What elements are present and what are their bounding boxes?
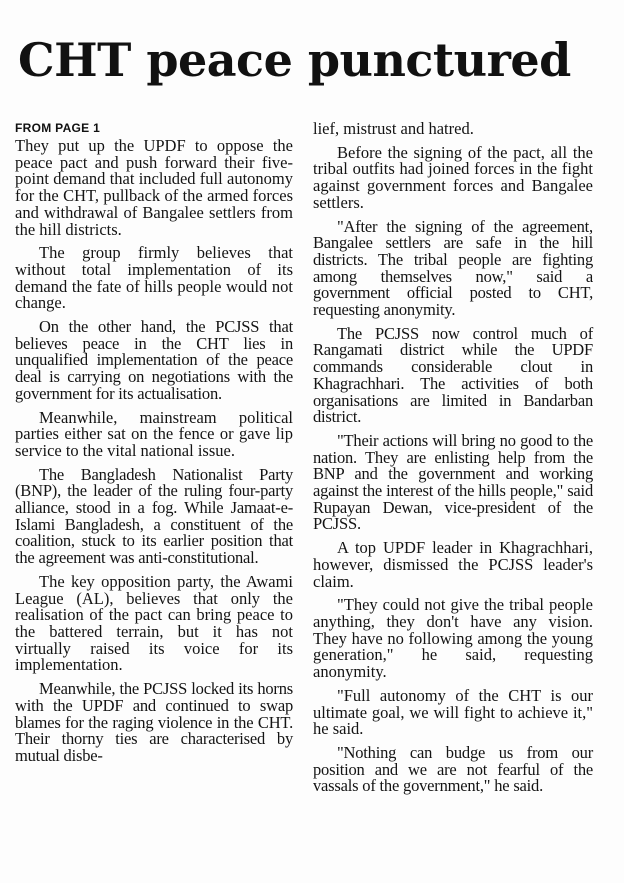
paragraph: "After the signing of the agreement, Bangalee settlers are safe in the hill districts. The tribal people are fighting among themselves now," said a government official posted to CHT, requesting anonymity. <box>313 216 593 320</box>
paragraph: lief, mistrust and hatred. <box>313 119 474 138</box>
left-column <box>15 120 293 772</box>
right-column <box>313 121 593 802</box>
paragraph: They put up the UPDF to oppose the peace pact and push forward their five-point demand that included full autonomy for the CHT, pullback of the armed forces and withdrawal of Bangalee settlers from the hill districts. <box>15 136 293 239</box>
paragraph: The PCJSS now control much of Rangamati district while the UPDF commands considerable clout in Khagrachhari. The activities of both organisations are limited in Bandarban district. <box>313 323 593 427</box>
paragraph: "They could not give the tribal people anything, they don't have any vision. They have no following among the young generation," he said, requesting anonymity. <box>313 595 593 682</box>
paragraph: The Bangladesh Nationalist Party (BNP), the leader of the ruling four-party alliance, stood in a fog. While Jamaat-e-Islami Bangladesh, a constituent of the coalition, stuck to its earlier position that the agreement was anti-constitutional. <box>15 464 293 568</box>
paragraph: Meanwhile, mainstream political parties either sat on the fence or gave lip service to the vital national issue. <box>15 407 293 460</box>
paragraph: The key opposition party, the Awami League (AL), believes that only the realisation of the pact can bring peace to the battered terrain, but it has not virtually raised its voice for its implementation. <box>15 571 293 675</box>
paragraph: On the other hand, the PCJSS that believes peace in the CHT lies in unqualified implementation of the peace deal is carrying on negotiations with the government for its actualisation. <box>15 317 293 403</box>
paragraph: "Their actions will bring no good to the nation. They are enlisting help from the BNP and the government and working against the interest of the hills people," said Rupayan Dewan, vice-president of the PCJSS. <box>313 430 593 534</box>
paragraph: Before the signing of the pact, all the tribal outfits had joined forces in the fight against government forces and Bangalee settlers. <box>313 142 593 212</box>
headline: CHT peace punctured <box>18 33 571 87</box>
paragraph: Meanwhile, the PCJSS locked its horns with the UPDF and continued to swap blames for the raging violence in the CHT. Their thorny ties are characterised by mutual disbe- <box>15 679 293 765</box>
paragraph: "Full autonomy of the CHT is our ultimate goal, we will fight to achieve it," he said. <box>313 685 593 739</box>
kicker: FROM PAGE 1 <box>15 121 101 135</box>
paragraph: The group firmly believes that without total implementation of its demand the fate of hills people would not change. <box>15 243 293 313</box>
paragraph: A top UPDF leader in Khagrachhari, however, dismissed the PCJSS leader's claim. <box>313 538 593 591</box>
paragraph: "Nothing can budge us from our position and we are not fearful of the vassals of the government," he said. <box>313 742 593 796</box>
